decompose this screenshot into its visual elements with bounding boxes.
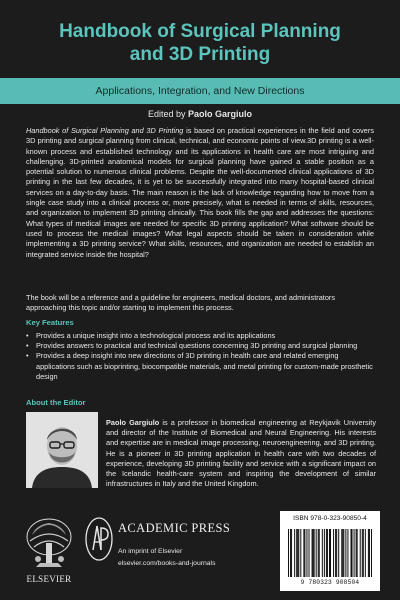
isbn-label: ISBN 978-0-323-90850-4: [293, 515, 367, 522]
key-features-heading: Key Features: [26, 318, 74, 327]
editor-portrait-icon: [26, 412, 98, 488]
editor-credit: [0, 109, 400, 119]
subtitle-band: [0, 78, 400, 104]
elsevier-wordmark: ELSEVIER: [26, 574, 72, 584]
barcode-digits: 9 780323 908504: [300, 579, 360, 586]
key-features-list: [26, 331, 374, 382]
list-item: • Provides answers to practical and technical questions concerning 3D printing and surgical planning: [26, 341, 358, 351]
bullet-icon: •: [26, 341, 29, 351]
bullet-icon: •: [26, 351, 29, 361]
book-subtitle: Applications, Integration, and New Directions: [95, 85, 305, 97]
isbn-barcode-block: [280, 511, 380, 591]
description-lead-title: Handbook of Surgical Planning and 3D Printing: [26, 126, 184, 135]
editor-bio: [106, 418, 376, 489]
barcode-icon: [288, 529, 372, 577]
bullet-icon: •: [26, 331, 29, 340]
edited-by-label: Edited by: [147, 109, 186, 119]
description-paragraph-2: The book will be a reference and a guideline for engineers, medical doctors, and administrators approaching this topic and/or starting to implement this process.: [26, 293, 336, 313]
editor-name: Paolo Gargiulo: [188, 109, 253, 119]
publisher-name: ACADEMIC PRESS: [118, 521, 231, 535]
title-line-1: Handbook of Surgical Planning: [59, 21, 341, 42]
elsevier-tree-icon: [22, 515, 76, 573]
about-editor-heading: About the Editor: [26, 398, 86, 407]
book-title: [0, 20, 400, 66]
editor-bio-name: Paolo Gargiulo: [106, 418, 160, 427]
imprint-line: An imprint of Elsevier: [118, 548, 183, 555]
description-body: is based on practical experiences in the field and covers 3D printing and surgical planning from clinical, technical, and economic points of view.3D printing is a well-known process and established technology and its applications in health care are most intriguing and challenging. 3D-printed anatomical models for surgical planning have gained a stable position as a potential solution to numerous clinical problems. Despite the well-documented clinical applications of 3D printing in the last few decades, it is yet to be successfully integrated into many hospital-based clinical services on a day-to-day basis. The main reason is the lack of knowledge regarding how to move from a single case study into a clinical process or, more precisely, what is needed in terms of skills, resources, and organization to implement 3D printing clinically. This book fills the gap and addresses the questions: What types of medical images are needed for specific 3D printing application? What software should be used to process the medical images? What legal aspects should be taken in consideration while implementing a 3D printing service? What skills, resources, and organization are needed to establish an integrated service inside the hospital?: [26, 126, 374, 259]
list-item: • Provides a unique insight into a technological process and its applications: [26, 331, 276, 340]
publisher-website: elsevier.com/books-and-journals: [118, 560, 216, 567]
editor-bio-text: is a professor in biomedical engineering at Reykjavik University and director of the Institute of Biomedical and Neural Engineering. His interests and expertise are in medical image processing, neuroengineering, and 3D printing. He is a pioneer in 3D printing application in health care with two decades of experience, developing 3D printing facility and service with a significant impact on the Icelandic health-care system and inspiring the development of similar infrastructures in Italy and the United Kingdom.: [106, 418, 376, 489]
description-paragraph: [26, 126, 374, 260]
title-line-2: and 3D Printing: [129, 44, 271, 65]
academic-press-logo-icon: [84, 516, 114, 562]
editor-photo: [26, 412, 98, 488]
list-item: • Provides a deep insight into new directions of 3D printing in health care and related emerging applications such as bioprinting, biocompatible materials, and metal printing for custom-made prosthetic design: [26, 351, 373, 381]
